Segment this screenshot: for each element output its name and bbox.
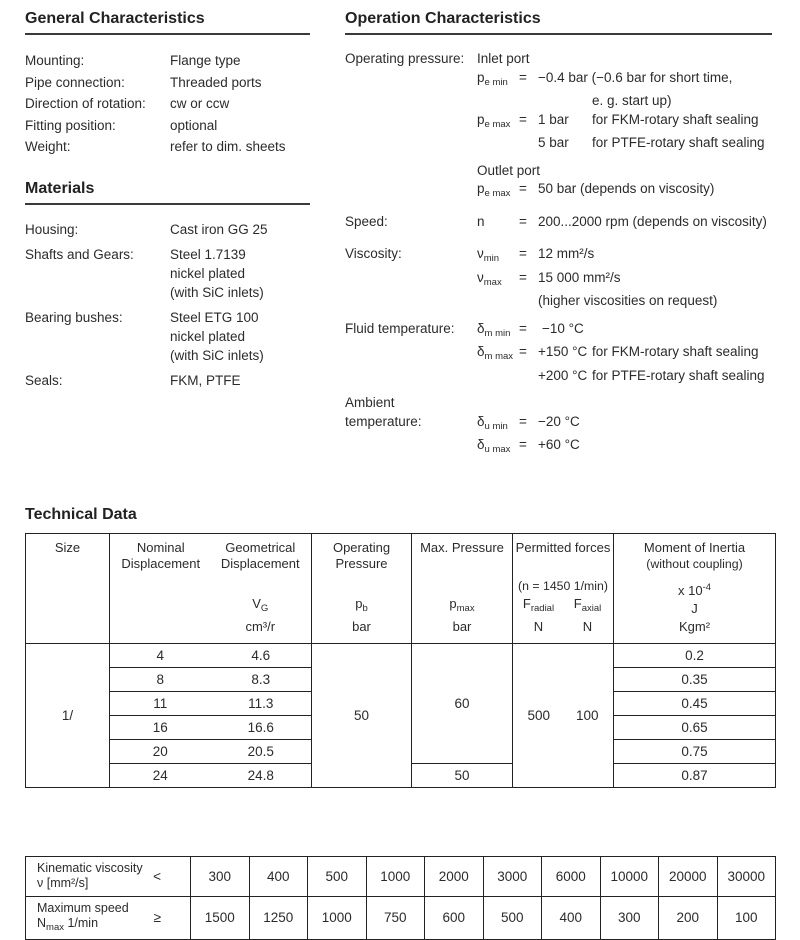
op-row [345,162,772,181]
op-row [345,50,772,69]
viscosity-value: 20000 [659,856,718,896]
max-speed-value: 1000 [308,896,367,939]
op-label: Operating pressure: [345,51,465,66]
op-value: +60 °C [538,437,580,452]
header-displacement [110,533,312,643]
op-row [345,245,772,269]
general-characteristics-section [25,10,310,158]
viscosity-value: 3000 [483,856,542,896]
op-value: −10 °C [542,320,584,336]
op-row [345,213,772,237]
materials-value-line: (with SiC inlets) [170,284,264,300]
materials-label: Bearing bushes: [25,309,123,325]
general-value: Flange type [170,53,241,68]
materials-value-line: FKM, PTFE [170,372,241,388]
general-label: Fitting position: [25,117,116,133]
left-column [25,10,310,396]
general-label: Weight: [25,139,71,154]
general-label: Direction of rotation: [25,96,146,111]
viscosity-value: 500 [308,856,367,896]
op-row [345,343,772,367]
displacement-cell [110,715,312,739]
viscosity-value: 400 [249,856,308,896]
op-equals: = [519,344,527,359]
header-force-units: N N [533,618,593,634]
materials-row [25,220,310,239]
materials-row [25,371,310,390]
nominal-value: 20 [152,743,168,759]
displacement-cell [110,667,312,691]
f-radial-value: 500 [527,707,550,723]
materials-label: Shafts and Gears: [25,246,134,262]
header-geometrical-displacement: Geometrical Displacement [220,539,300,571]
viscosity-label: Kinematic viscosity ν [mm²/s] [37,861,143,890]
op-row [345,92,772,111]
general-row [25,72,310,94]
size-cell: 1/ [26,643,110,787]
header-moment-of-inertia: Moment of Inertia (without coupling) x $10^{-4}$ J Kgm² [614,533,776,643]
nominal-value: 24 [152,767,168,783]
op-symbol: $\delta_{m min}$ [477,320,511,339]
viscosity-value: 1000 [366,856,425,896]
op-equals: = [519,213,527,229]
general-value: optional [170,117,218,133]
header-force-symbols: $F_{radial}$ $F_{axial}$ [522,595,602,614]
op-row [345,134,772,153]
op-value: 15 000 mm²/s [538,269,621,285]
inertia-cell: 0.45 [614,691,776,715]
header-n-note: (n = 1450 1/min) [518,578,608,593]
op-equals: = [519,320,527,336]
viscosity-value: 30000 [717,856,776,896]
technical-data-table [25,533,776,788]
max-speed-value: 200 [659,896,718,939]
viscosity-value: 2000 [425,856,484,896]
viscosity-speed-table [25,856,776,940]
general-rule [25,33,310,35]
technical-header-row [26,533,776,643]
op-row [345,69,772,93]
operation-title: Operation Characteristics [345,10,541,27]
max-speed-value: 1250 [249,896,308,939]
header-permitted-forces: Permitted forces (n = 1450 1/min) $F_{radial}$ $F_{axial}$ N N [513,533,614,643]
op-value: 200...2000 rpm (depends on viscosity) [538,213,767,229]
op-label: Fluid temperature: [345,320,455,336]
materials-title: Materials [25,179,95,197]
op-inlet-heading: Inlet port [477,51,530,66]
op-equals: = [519,437,527,452]
greater-equal-symbol: ≥ [153,910,161,925]
op-symbol: $\delta_{u max}$ [477,437,511,455]
geometrical-value: 4.6 [251,647,271,663]
materials-value [170,308,264,365]
inertia-cell: 0.2 [614,643,776,667]
right-column [345,10,772,460]
op-value: 12 mm²/s [538,246,595,261]
materials-value-line: Steel 1.7139 [170,246,246,262]
op-equals: = [519,69,527,85]
op-row [345,292,772,311]
op-value: +150 °C [538,344,588,359]
materials-row [25,308,310,365]
op-value: 5 bar [538,135,569,150]
nominal-value: 8 [156,671,164,687]
viscosity-value: 300 [191,856,250,896]
operating-pressure-cell: 50 [312,643,412,787]
displacement-cell [110,763,312,787]
op-symbol: n [477,213,485,229]
op-description: for PTFE-rotary shaft sealing [592,135,765,150]
max-pressure-cell: 60 [412,643,513,763]
max-speed-value: 400 [542,896,601,939]
materials-label: Housing: [25,221,79,237]
materials-value-line: Steel ETG 100 [170,309,259,325]
op-description: for FKM-rotary shaft sealing [592,344,759,359]
header-size: Size [26,533,110,643]
permitted-forces-cell [513,643,614,787]
op-equals: = [519,246,527,261]
op-equals: = [519,181,527,196]
general-row [25,136,310,158]
header-operating-pressure: Operating Pressure $p_b$ bar [312,533,412,643]
f-axial-value: 100 [576,707,599,723]
op-outlet-heading: Outlet port [477,162,541,178]
materials-label: Seals: [25,372,63,388]
inertia-cell: 0.87 [614,763,776,787]
op-value: 1 bar [538,111,569,127]
op-equals: = [519,111,527,127]
nominal-value: 4 [156,647,164,663]
op-row [345,436,772,460]
displacement-cell [110,691,312,715]
op-value-note: (higher viscosities on request) [538,293,718,308]
op-symbol: $\nu_{max}$ [477,269,502,288]
materials-rule [25,203,310,205]
op-symbol: $\delta_{m max}$ [477,344,514,362]
op-row [345,111,772,135]
op-value: +200 °C [538,367,588,383]
geometrical-value: 24.8 [247,767,274,783]
op-symbol: $p_{e max}$ [477,181,511,199]
max-speed-value: 1500 [191,896,250,939]
op-value: −0.4 bar (−0.6 bar for short time, [538,69,733,85]
geometrical-value: 11.3 [248,695,274,711]
header-vg-unit: $V_G$ cm³/r [245,595,276,634]
max-speed-value: 300 [600,896,659,939]
op-row [345,413,772,437]
displacement-cell [110,739,312,763]
op-value: 50 bar (depends on viscosity) [538,181,715,196]
general-row [25,93,310,115]
less-than-symbol: < [153,868,161,884]
materials-value-line: (with SiC inlets) [170,347,264,363]
max-speed-label: Maximum speed $N_{max}$ 1/min [37,900,129,933]
op-symbol: $\delta_{u min}$ [477,413,508,432]
general-value: Threaded ports [170,74,262,90]
materials-row [25,245,310,302]
general-label: Pipe connection: [25,74,125,90]
viscosity-label-cell [26,856,191,896]
inertia-cell: 0.65 [614,715,776,739]
general-row [25,115,310,137]
op-label: temperature: [345,413,422,429]
op-row [345,367,772,386]
op-label: Speed: [345,213,388,229]
technical-row [26,643,776,667]
op-equals: = [519,413,527,429]
max-pressure-cell-bottom: 50 [412,763,513,787]
max-speed-value: 750 [366,896,425,939]
general-title: General Characteristics [25,10,205,27]
op-symbol: $p_{e max}$ [477,111,511,130]
general-value: refer to dim. sheets [170,139,286,154]
op-description: for PTFE-rotary shaft sealing [592,367,765,383]
materials-value-line: nickel plated [170,328,246,344]
op-row [345,394,772,413]
general-label: Mounting: [25,53,85,68]
op-row [345,269,772,293]
op-description: for FKM-rotary shaft sealing [592,111,759,127]
header-max-pressure: Max. Pressure $p_{max}$ bar [412,533,513,643]
materials-value-line: Cast iron GG 25 [170,221,268,237]
nominal-value: 16 [152,719,168,735]
general-value: cw or ccw [170,96,230,111]
inertia-cell: 0.75 [614,739,776,763]
op-value: −20 °C [538,413,580,429]
op-symbol: $\nu_{min}$ [477,246,500,264]
geometrical-value: 20.5 [247,743,274,759]
displacement-cell [110,643,312,667]
materials-value [170,371,241,390]
technical-data-title: Technical Data [25,505,137,523]
materials-value [170,220,268,239]
op-row [345,320,772,344]
op-symbol: $p_{e min}$ [477,69,508,88]
general-row [25,50,310,72]
max-speed-value: 600 [425,896,484,939]
top-columns [25,10,775,460]
max-speed-value: 100 [717,896,776,939]
geometrical-value: 16.6 [247,719,274,735]
operation-rule [345,33,772,35]
materials-section [25,180,310,390]
viscosity-value: 10000 [600,856,659,896]
op-label: Ambient [345,395,395,410]
op-label: Viscosity: [345,246,402,261]
materials-value-line: nickel plated [170,265,246,281]
viscosity-value: 6000 [542,856,601,896]
op-row [345,180,772,204]
viscosity-row [26,856,776,896]
geometrical-value: 8.3 [251,671,271,687]
header-nominal-displacement: Nominal Displacement [121,539,201,571]
operation-characteristics-section [345,10,772,460]
materials-value [170,245,264,302]
max-speed-value: 500 [483,896,542,939]
op-value-continuation: e. g. start up) [592,93,672,108]
op-equals: = [519,269,527,285]
inertia-cell: 0.35 [614,667,776,691]
nominal-value: 11 [153,695,168,711]
